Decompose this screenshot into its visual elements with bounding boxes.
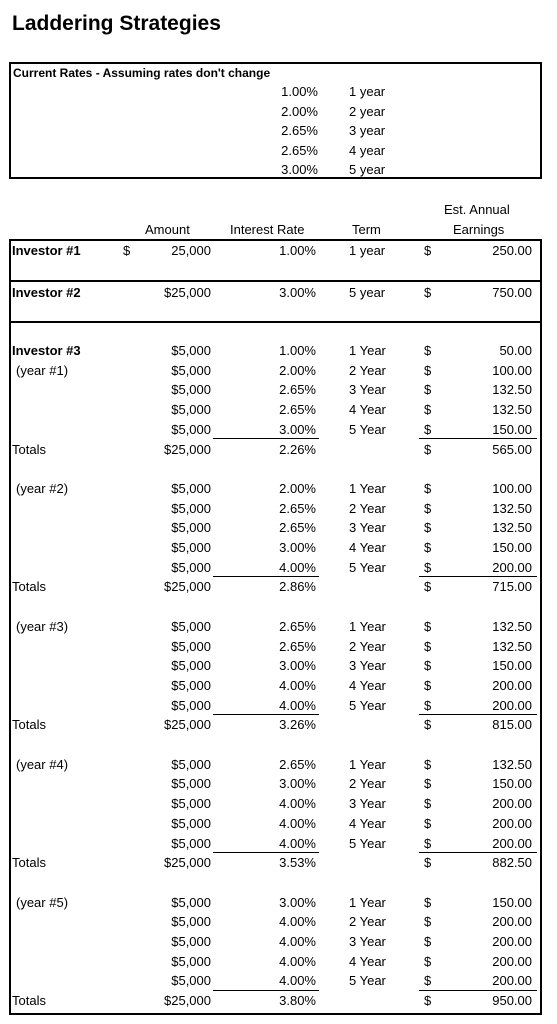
rate-cell: 4.00% (279, 914, 316, 930)
rate-cell: 3.80% (279, 993, 316, 1009)
dollar-sign: $ (424, 756, 432, 772)
rate-cell: 3.00% (279, 894, 316, 910)
header-earnings-line2: Earnings (453, 222, 505, 237)
term-cell: 5 Year (349, 835, 386, 851)
table-row (0, 479, 557, 499)
earnings-cell: 200.00 (492, 835, 532, 851)
table-row (0, 617, 557, 637)
dollar-sign: $ (424, 243, 432, 258)
amount-cell: $25,000 (164, 285, 211, 300)
rate-cell: 3.26% (279, 717, 316, 733)
amount-cell: $5,000 (171, 638, 211, 654)
rate-cell: 4.00% (279, 796, 316, 812)
dollar-sign: $ (424, 540, 432, 555)
table-row (0, 696, 557, 716)
rate-cell: 2.65% (279, 618, 316, 634)
table-row (0, 341, 557, 361)
earnings-cell: 200.00 (492, 953, 532, 969)
table-row (0, 774, 557, 794)
earnings-cell: 882.50 (492, 855, 532, 871)
rate-value: 2.65% (281, 142, 318, 158)
dollar-sign: $ (424, 993, 432, 1009)
earnings-cell: 132.50 (492, 520, 532, 536)
rate-row (11, 102, 540, 122)
earnings-cell: 100.00 (492, 480, 532, 496)
earnings-cell: 200.00 (492, 697, 532, 713)
rate-cell: 2.65% (279, 402, 316, 418)
row-label: (year #4) (16, 756, 69, 772)
table-row (0, 499, 557, 519)
table-row (0, 794, 557, 814)
rate-cell: 2.65% (279, 638, 316, 654)
dollar-sign: $ (424, 934, 432, 949)
term-cell: 4 Year (349, 402, 386, 418)
term-cell: 1 Year (349, 618, 386, 634)
dollar-sign: $ (424, 441, 432, 457)
amount-cell: $5,000 (171, 835, 211, 851)
earnings-cell: 200.00 (492, 796, 532, 812)
earnings-cell: 132.50 (492, 756, 532, 772)
earnings-cell: 950.00 (492, 993, 532, 1009)
earnings-cell: 150.00 (492, 894, 532, 910)
term-cell: 4 Year (349, 540, 386, 555)
rate-cell: 1.00% (279, 343, 316, 358)
row-label: Totals (12, 993, 46, 1009)
row-label: Totals (12, 579, 46, 595)
term-cell: 2 Year (349, 362, 386, 378)
dollar-sign: $ (424, 520, 432, 536)
earnings-cell: 100.00 (492, 362, 532, 378)
table-row (0, 676, 557, 696)
table-row (0, 538, 557, 558)
dollar-sign: $ (424, 362, 432, 378)
table-row (0, 912, 557, 932)
rate-term: 2 year (349, 103, 386, 119)
table-row (0, 420, 557, 440)
amount-cell: $5,000 (171, 618, 211, 634)
dollar-sign: $ (424, 618, 432, 634)
term-cell: 3 Year (349, 658, 386, 674)
term-cell: 3 Year (349, 382, 386, 398)
earnings-cell: 150.00 (492, 658, 532, 674)
earnings-cell: 150.00 (492, 776, 532, 792)
totals-row (0, 991, 557, 1011)
rate-cell: 3.00% (279, 540, 316, 555)
rate-cell: 2.65% (279, 500, 316, 516)
amount-cell: $5,000 (171, 559, 211, 575)
row-label: (year #5) (16, 894, 69, 910)
term-cell: 2 Year (349, 500, 386, 516)
table-row (0, 637, 557, 657)
earnings-cell: 200.00 (492, 934, 532, 949)
header-earnings-line1: Est. Annual (444, 202, 510, 217)
earnings-cell: 132.50 (492, 382, 532, 398)
row-label: (year #1) (16, 362, 69, 378)
dollar-sign: $ (424, 717, 432, 733)
table-row (0, 971, 557, 991)
amount-cell: $5,000 (171, 776, 211, 792)
earnings-cell: 150.00 (492, 540, 532, 555)
amount-cell: $5,000 (171, 934, 211, 949)
term-cell: 4 Year (349, 953, 386, 969)
dollar-sign: $ (424, 343, 432, 358)
dollar-sign: $ (424, 835, 432, 851)
amount-cell: $5,000 (171, 500, 211, 516)
term-cell: 2 Year (349, 638, 386, 654)
earnings-cell: 200.00 (492, 815, 532, 831)
dollar-sign: $ (424, 677, 432, 693)
dollar-sign: $ (424, 285, 432, 300)
amount-cell: $5,000 (171, 697, 211, 713)
term-cell: 5 year (349, 285, 386, 300)
earnings-cell: 200.00 (492, 973, 532, 989)
rate-cell: 1.00% (279, 243, 316, 258)
term-cell: 5 Year (349, 697, 386, 713)
dollar-sign: $ (424, 402, 432, 418)
amount-cell: $5,000 (171, 402, 211, 418)
term-cell: 1 Year (349, 894, 386, 910)
dollar-sign: $ (123, 243, 131, 258)
rate-cell: 3.00% (279, 421, 316, 437)
dollar-sign: $ (424, 559, 432, 575)
amount-cell: $5,000 (171, 540, 211, 555)
dollar-sign: $ (424, 914, 432, 930)
table-row (0, 400, 557, 420)
earnings-cell: 50.00 (499, 343, 532, 358)
totals-row (0, 440, 557, 460)
earnings-cell: 815.00 (492, 717, 532, 733)
dollar-sign: $ (424, 815, 432, 831)
table-row (0, 893, 557, 913)
totals-row (0, 577, 557, 597)
dollar-sign: $ (424, 855, 432, 871)
amount-cell: $25,000 (164, 717, 211, 733)
row-label: Investor #2 (12, 285, 81, 300)
row-label: Totals (12, 717, 46, 733)
earnings-cell: 200.00 (492, 559, 532, 575)
rate-cell: 4.00% (279, 697, 316, 713)
rate-cell: 4.00% (279, 815, 316, 831)
header-term: Term (352, 222, 381, 237)
dollar-sign: $ (424, 953, 432, 969)
term-cell: 3 Year (349, 934, 386, 949)
row-label: Investor #1 (12, 243, 81, 258)
term-cell: 5 Year (349, 559, 386, 575)
rate-row (11, 160, 540, 180)
amount-cell: $5,000 (171, 796, 211, 812)
amount-cell: $5,000 (171, 914, 211, 930)
amount-cell: $5,000 (171, 894, 211, 910)
amount-cell: $5,000 (171, 815, 211, 831)
rate-cell: 4.00% (279, 559, 316, 575)
row-label: Totals (12, 441, 46, 457)
amount-cell: $25,000 (164, 855, 211, 871)
header-amount: Amount (145, 222, 190, 237)
page-title: Laddering Strategies (12, 12, 221, 35)
rate-row (11, 82, 540, 102)
term-cell: 3 Year (349, 520, 386, 536)
dollar-sign: $ (424, 894, 432, 910)
term-cell: 3 Year (349, 796, 386, 812)
earnings-cell: 132.50 (492, 402, 532, 418)
rate-cell: 2.65% (279, 520, 316, 536)
rate-cell: 2.00% (279, 362, 316, 378)
term-cell: 1 year (349, 243, 386, 258)
table-row (0, 558, 557, 578)
dollar-sign: $ (424, 579, 432, 595)
rate-cell: 3.00% (279, 658, 316, 674)
table-row (0, 518, 557, 538)
amount-cell: $5,000 (171, 677, 211, 693)
dollar-sign: $ (424, 638, 432, 654)
amount-cell: $5,000 (171, 658, 211, 674)
row-label: Totals (12, 855, 46, 871)
table-row (0, 814, 557, 834)
rate-value: 3.00% (281, 162, 318, 178)
rate-cell: 3.00% (279, 776, 316, 792)
table-row (0, 283, 557, 303)
table-row (0, 241, 557, 261)
table-row (0, 361, 557, 381)
amount-cell: $5,000 (171, 520, 211, 536)
dollar-sign: $ (424, 973, 432, 989)
rate-term: 1 year (349, 84, 386, 99)
term-cell: 2 Year (349, 914, 386, 930)
amount-cell: $5,000 (171, 756, 211, 772)
table-row (0, 380, 557, 400)
rate-term: 5 year (349, 162, 386, 178)
amount-cell: $5,000 (171, 421, 211, 437)
rate-cell: 3.53% (279, 855, 316, 871)
table-row (0, 755, 557, 775)
rate-cell: 2.26% (279, 441, 316, 457)
rate-term: 4 year (349, 142, 386, 158)
current-rates-box (9, 62, 542, 179)
rate-cell: 2.65% (279, 382, 316, 398)
rate-cell: 4.00% (279, 953, 316, 969)
dollar-sign: $ (424, 658, 432, 674)
earnings-cell: 715.00 (492, 579, 532, 595)
rate-cell: 2.00% (279, 480, 316, 496)
amount-cell: 25,000 (171, 243, 211, 258)
rate-cell: 2.65% (279, 756, 316, 772)
table-row (0, 952, 557, 972)
row-label: (year #3) (16, 618, 69, 634)
term-cell: 5 Year (349, 973, 386, 989)
earnings-cell: 200.00 (492, 677, 532, 693)
dollar-sign: $ (424, 796, 432, 812)
amount-cell: $25,000 (164, 579, 211, 595)
table-row (0, 656, 557, 676)
earnings-cell: 132.50 (492, 500, 532, 516)
row-label: Investor #3 (12, 343, 81, 358)
term-cell: 1 Year (349, 480, 386, 496)
amount-cell: $5,000 (171, 382, 211, 398)
rate-cell: 4.00% (279, 677, 316, 693)
rate-cell: 4.00% (279, 835, 316, 851)
rate-cell: 4.00% (279, 973, 316, 989)
table-row (0, 834, 557, 854)
rate-row (11, 121, 540, 141)
dollar-sign: $ (424, 382, 432, 398)
amount-cell: $25,000 (164, 441, 211, 457)
rate-value: 2.00% (281, 103, 318, 119)
term-cell: 4 Year (349, 677, 386, 693)
rate-value: 1.00% (281, 84, 318, 99)
term-cell: 4 Year (349, 815, 386, 831)
term-cell: 5 Year (349, 421, 386, 437)
rate-cell: 3.00% (279, 285, 316, 300)
term-cell: 1 Year (349, 756, 386, 772)
earnings-cell: 132.50 (492, 638, 532, 654)
dollar-sign: $ (424, 480, 432, 496)
dollar-sign: $ (424, 500, 432, 516)
table-row (0, 932, 557, 952)
amount-cell: $5,000 (171, 362, 211, 378)
dollar-sign: $ (424, 697, 432, 713)
totals-row (0, 715, 557, 735)
rate-cell: 4.00% (279, 934, 316, 949)
earnings-cell: 132.50 (492, 618, 532, 634)
dollar-sign: $ (424, 421, 432, 437)
current-rates-header: Current Rates - Assuming rates don't change (13, 66, 271, 80)
amount-cell: $25,000 (164, 993, 211, 1009)
rate-cell: 2.86% (279, 579, 316, 595)
rate-row (11, 141, 540, 161)
term-cell: 1 Year (349, 343, 386, 358)
rate-term: 3 year (349, 123, 386, 139)
amount-cell: $5,000 (171, 343, 211, 358)
amount-cell: $5,000 (171, 973, 211, 989)
earnings-cell: 250.00 (492, 243, 532, 258)
row-label: (year #2) (16, 480, 69, 496)
term-cell: 2 Year (349, 776, 386, 792)
rate-value: 2.65% (281, 123, 318, 139)
earnings-cell: 150.00 (492, 421, 532, 437)
dollar-sign: $ (424, 776, 432, 792)
amount-cell: $5,000 (171, 953, 211, 969)
earnings-cell: 565.00 (492, 441, 532, 457)
totals-row (0, 853, 557, 873)
earnings-cell: 200.00 (492, 914, 532, 930)
earnings-cell: 750.00 (492, 285, 532, 300)
amount-cell: $5,000 (171, 480, 211, 496)
header-interest-rate: Interest Rate (230, 222, 305, 237)
